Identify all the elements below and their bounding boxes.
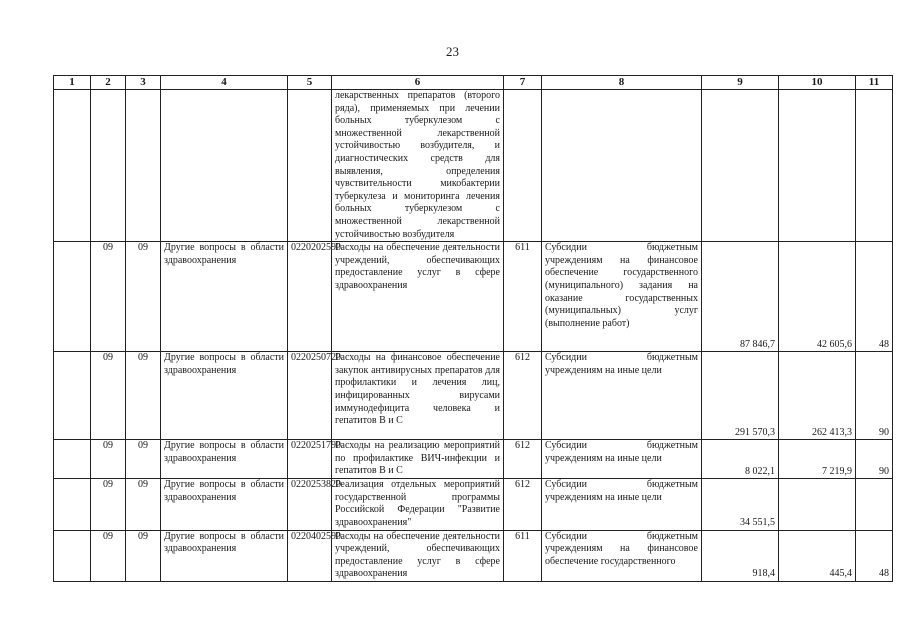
table-row (54, 479, 893, 530)
cell-description: Расходы на обеспечение деятельности учреждений, обеспечивающих предоставление услуг в сфере здравоохранения (332, 530, 504, 581)
cell-type: 611 (504, 530, 542, 581)
cell-section-name: Другие вопросы в области здравоохранения (161, 352, 288, 440)
cell-empty (504, 90, 542, 242)
column-header: 7 (504, 76, 542, 90)
cell-percent: 48 (856, 530, 893, 581)
cell-purpose: Субсидии бюджетным учреждениям на иные цели (542, 479, 702, 530)
cell-spent: 445,4 (779, 530, 856, 581)
cell-section: 09 (91, 242, 126, 352)
cell-section: 09 (91, 479, 126, 530)
cell-spent (779, 479, 856, 530)
cell-purpose: Субсидии бюджетным учреждениям на финансовое обеспечение государственного (542, 530, 702, 581)
cell-description: Расходы на обеспечение деятельности учреждений, обеспечивающих предоставление услуг в сфере здравоохранения (332, 242, 504, 352)
cell-subsection: 09 (126, 530, 161, 581)
cell-type: 612 (504, 352, 542, 440)
cell-purpose: Субсидии бюджетным учреждениям на иные цели (542, 352, 702, 440)
cell-section-name: Другие вопросы в области здравоохранения (161, 440, 288, 479)
cell-subsection: 09 (126, 440, 161, 479)
header-row (54, 76, 893, 90)
cell-empty (542, 90, 702, 242)
cell-empty (54, 479, 91, 530)
cell-spent: 7 219,9 (779, 440, 856, 479)
cell-section-name: Другие вопросы в области здравоохранения (161, 530, 288, 581)
column-header: 6 (332, 76, 504, 90)
cell-empty (779, 90, 856, 242)
cell-subsection: 09 (126, 352, 161, 440)
cell-section: 09 (91, 352, 126, 440)
column-header: 11 (856, 76, 893, 90)
cell-amount: 87 846,7 (702, 242, 779, 352)
cell-spent: 262 413,3 (779, 352, 856, 440)
table-row (54, 242, 893, 352)
cell-empty (91, 90, 126, 242)
cell-amount: 34 551,5 (702, 479, 779, 530)
column-header: 2 (91, 76, 126, 90)
cell-type: 611 (504, 242, 542, 352)
cell-type: 612 (504, 479, 542, 530)
cell-empty (288, 90, 332, 242)
cell-subsection: 09 (126, 479, 161, 530)
cell-purpose: Субсидии бюджетным учреждениям на иные цели (542, 440, 702, 479)
cell-percent (856, 479, 893, 530)
table-row (54, 352, 893, 440)
table-row (54, 530, 893, 581)
cell-section-name: Другие вопросы в области здравоохранения (161, 242, 288, 352)
cell-section: 09 (91, 530, 126, 581)
column-header: 3 (126, 76, 161, 90)
cell-subsection: 09 (126, 242, 161, 352)
cell-type: 612 (504, 440, 542, 479)
cell-code: 0220402590 (288, 530, 332, 581)
cell-empty (54, 440, 91, 479)
cell-code: 0220202590 (288, 242, 332, 352)
cell-spent: 42 605,6 (779, 242, 856, 352)
cell-empty (54, 242, 91, 352)
column-header: 1 (54, 76, 91, 90)
cell-section: 09 (91, 440, 126, 479)
cell-code: 0220250720 (288, 352, 332, 440)
cell-empty (54, 530, 91, 581)
cell-percent: 90 (856, 352, 893, 440)
column-header: 5 (288, 76, 332, 90)
cell-code: 0220253820 (288, 479, 332, 530)
cell-description: лекарственных препаратов (второго ряда), применяемых при лечении больных туберкулезом с множественной лекарственной устойчивостью возбудителя, и диагностических средств для выявления, определения чувствительности микобактерии туберкулеза и мониторинга лечения больных туберкулезом с множественной лекарственной устойчивостью возбудителя (332, 90, 504, 242)
column-header: 4 (161, 76, 288, 90)
cell-description: Расходы на финансовое обеспечение закупок антивирусных препаратов для профилактики и лечения лиц, инфицированных вирусами иммунодефицита человека и гепатитов В и С (332, 352, 504, 440)
page-number: 23 (446, 44, 459, 59)
column-header: 10 (779, 76, 856, 90)
cell-empty (126, 90, 161, 242)
column-header: 9 (702, 76, 779, 90)
cell-description: Расходы на реализацию мероприятий по профилактике ВИЧ-инфекции и гепатитов В и С (332, 440, 504, 479)
table-row (54, 90, 893, 242)
cell-amount: 8 022,1 (702, 440, 779, 479)
cell-section-name: Другие вопросы в области здравоохранения (161, 479, 288, 530)
cell-empty (702, 90, 779, 242)
cell-percent: 48 (856, 242, 893, 352)
column-header: 8 (542, 76, 702, 90)
cell-amount: 918,4 (702, 530, 779, 581)
cell-amount: 291 570,3 (702, 352, 779, 440)
table-row (54, 440, 893, 479)
cell-code: 0220251790 (288, 440, 332, 479)
cell-empty (856, 90, 893, 242)
cell-empty (54, 90, 91, 242)
cell-description: Реализация отдельных мероприятий государственной программы Российской Федерации "Развитие здравоохранения" (332, 479, 504, 530)
budget-table (53, 75, 893, 582)
cell-empty (54, 352, 91, 440)
cell-empty (161, 90, 288, 242)
cell-percent: 90 (856, 440, 893, 479)
cell-purpose: Субсидии бюджетным учреждениям на финансовое обеспечение государственного (муниципального) задания на оказание государственных (муниципальных) услуг (выполнение работ) (542, 242, 702, 352)
